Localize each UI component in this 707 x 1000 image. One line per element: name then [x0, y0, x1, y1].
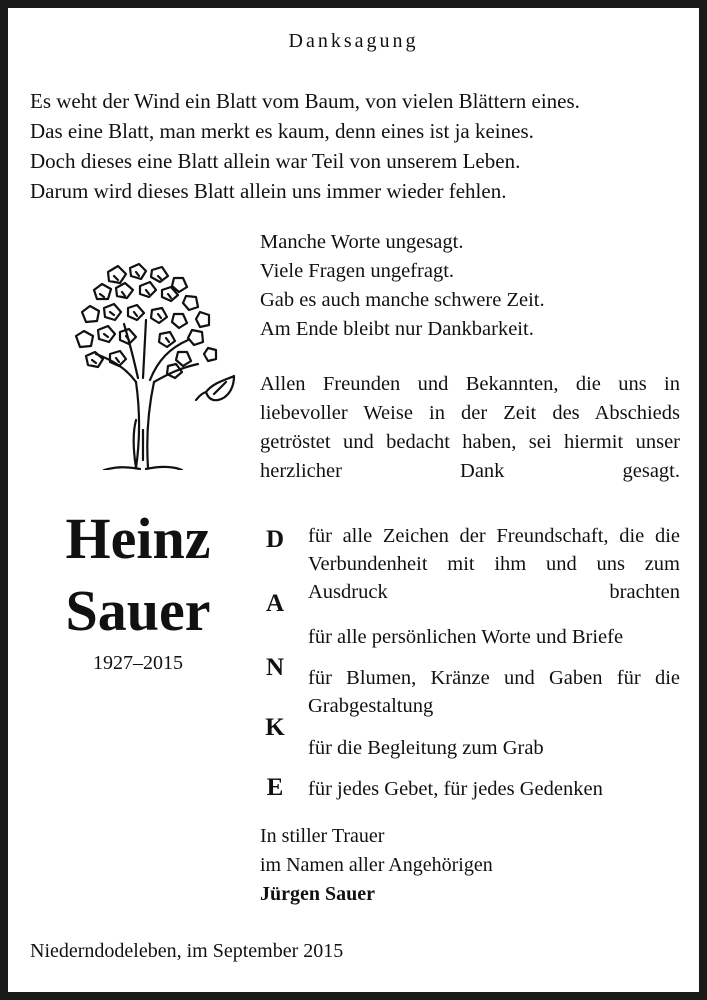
deceased-first-name: Heinz: [65, 506, 211, 571]
tree-with-falling-leaf-icon: [48, 260, 243, 470]
danke-line: [308, 664, 680, 720]
danke-text: für jedes Gebet, für jedes Gedenken: [308, 778, 603, 800]
verse-line: Gab es auch manche schwere Zeit.: [260, 289, 545, 311]
thanks-paragraph: Allen Freunden und Bekannten, die uns in liebevoller Weise in der Zeit des Abschieds getröstet und bedacht haben, sei hiermit unser herzlicher Dank gesagt.: [260, 373, 680, 482]
poem: [30, 86, 580, 206]
danke-text: für die Begleitung zum Grab: [308, 737, 544, 759]
verse-line: Am Ende bleibt nur Dankbarkeit.: [260, 318, 534, 340]
deceased-last-name: Sauer: [65, 578, 211, 643]
closing-line: In stiller Trauer: [260, 825, 385, 847]
danke-text: für alle persönlichen Worte und Briefe: [308, 626, 624, 648]
life-years: 1927–2015: [93, 652, 183, 674]
danke-line: [308, 734, 680, 762]
poem-line: Das eine Blatt, man merkt es kaum, denn eines ist ja keines.: [30, 119, 534, 143]
danke-line: [308, 522, 680, 606]
heading: Danksagung: [288, 30, 419, 52]
closing-line: im Namen aller Angehörigen: [260, 854, 493, 876]
verse: [260, 228, 545, 344]
poem-line: Es weht der Wind ein Blatt vom Baum, von vielen Blättern eines.: [30, 89, 580, 113]
danke-letter: E: [266, 774, 284, 801]
verse-line: Viele Fragen ungefragt.: [260, 260, 455, 282]
signature: Jürgen Sauer: [260, 883, 375, 905]
danke-letter: D: [265, 526, 285, 553]
place-date: Niederndodeleben, im September 2015: [30, 940, 344, 962]
poem-line: Doch dieses eine Blatt allein war Teil von unserem Leben.: [30, 149, 521, 173]
closing-block: [260, 822, 493, 909]
danke-letter: N: [265, 654, 285, 681]
verse-line: Manche Worte ungesagt.: [260, 231, 464, 253]
danke-letter: K: [265, 714, 285, 741]
danke-line: [308, 623, 680, 651]
danke-letter: A: [265, 590, 285, 617]
danke-line: [308, 775, 680, 803]
danke-text: für Blumen, Kränze und Gaben für die Grabgestaltung: [308, 667, 680, 717]
poem-line: Darum wird dieses Blatt allein uns immer wieder fehlen.: [30, 179, 507, 203]
danke-text: für alle Zeichen der Freundschaft, die die Verbundenheit mit ihm und uns zum Ausdruck brachten: [308, 525, 680, 603]
